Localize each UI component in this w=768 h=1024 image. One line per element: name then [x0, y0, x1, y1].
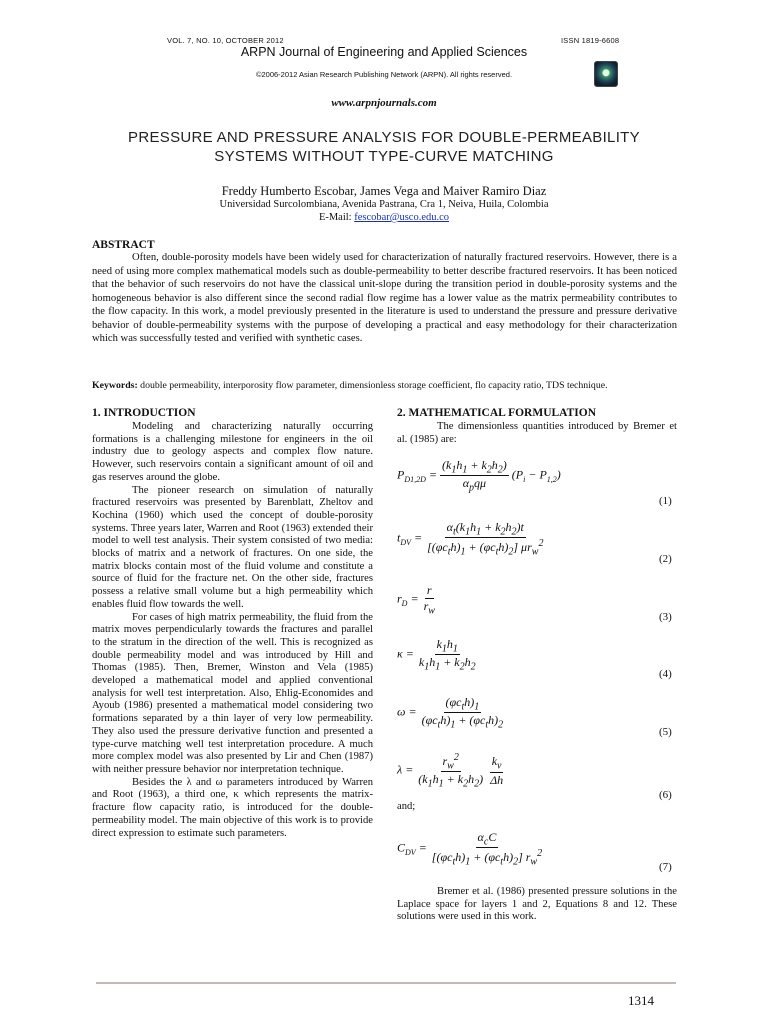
equation-number: (7)	[659, 861, 672, 873]
title-line: SYSTEMS WITHOUT TYPE-CURVE MATCHING	[214, 148, 554, 165]
abstract-text: Often, double-porosity models have been widely used for characterization of naturally fractured reservoirs. However, there is a need of using more complex mathematical models such as double-permeability to better describe fractured reservoirs. It has been noticed that the behavior of such reservoirs do not have the classical unit-slope during the transition period in double-porosity systems and the homogeneous behavior is also different since the second radial flow regime has a lower value as the matrix permeability contributes to the flow capacity. In this work, a model previously presented in the literature is used to understand the pressure and pressure derivative behavior of double-permeability systems with the purpose of developing a practical and easy methodology for their characterization which was successfully tested and verified with synthetic cases.	[92, 252, 677, 344]
journal-name: ARPN Journal of Engineering and Applied Sciences	[240, 45, 528, 59]
keywords	[92, 380, 682, 391]
math-heading: 2. MATHEMATICAL FORMULATION	[397, 407, 597, 419]
equation-7: $C_{DV}$ = $\frac{\alpha_cC}{[(\varphi c_th)_1 + (\varphi c_th)_2] r_w^2}$	[397, 830, 543, 868]
intro-body	[92, 421, 373, 840]
page-number: 1314	[628, 993, 654, 1008]
equation-2: $t_{DV}$ = $\frac{\alpha_t(k_1h_1 + k_2h_2)t}{[(\varphi c_th)_1 + (\varphi c_th)_2] \mu r_w^2}$	[397, 520, 544, 558]
math-closing	[397, 886, 677, 924]
copyright: ©2006-2012 Asian Research Publishing Network (ARPN). All rights reserved.	[255, 70, 513, 79]
math-intro	[397, 421, 677, 446]
equation-number: (1)	[659, 495, 672, 507]
keywords-label: Keywords:	[92, 380, 138, 391]
equation-6: λ = $\frac{r_w^2}{(k_1h_1 + k_2h_2)}$ $\frac{k_v}{\Delta h}$	[397, 752, 504, 790]
equation-number: (5)	[659, 726, 672, 738]
equation-1: $P_{D1,2D}$ = $\frac{(k_1h_1 + k_2h_2)}{\alpha_pq\mu}$ $(P_i - P_{1,2})$	[397, 458, 561, 494]
email-label: E-Mail:	[318, 212, 352, 223]
equation-number: (4)	[659, 668, 672, 680]
email-line	[0, 212, 768, 223]
affiliation: Universidad Surcolombiana, Avenida Pastrana, Cra 1, Neiva, Huila, Colombia	[219, 199, 549, 210]
keywords-text: double permeability, interporosity flow parameter, dimensionless storage coefficient, flo capacity ratio, TDS technique.	[137, 380, 608, 391]
intro-paragraph: The pioneer research on simulation of naturally fractured reservoirs was presented by Barenblatt, Zheltov and Kochina (1960) which used the concept of double-porosity systems. Three years later, Warren and Root (1963) extended their model to well test analysis. Their system consisted of two media: blocks of matrix and a network of fractures. On one side, the matrix blocks contain most of the fluid volume and constitute a source of fluid for the fracture net. On the other side, fractures possess a relative small volume but a high permeability which enables fluid flow towards the well.	[92, 484, 373, 610]
equation-3: $r_D$ = $\frac{r}{r_w}$	[397, 583, 435, 617]
intro-paragraph: Modeling and characterizing naturally occurring formations is a challenging milestone for engineers in the oil industry due to geology aspects and complex flow nature. However, such reservoirs contain a significant amount of oil and gas reserves around the globe.	[92, 421, 373, 483]
intro-paragraph: For cases of high matrix permeability, the fluid from the matrix moves perpendicularly towards the fractures and parallel to the stratum in the direction of the well. This is recognized as double permeability model and was introduced by Hill and Thomas (1985). Then, Bremer, Winston and Vela (1985) developed a mathematical model and applied conventional analysis for well test interpretation. Also, Ehlig-Economides and Ayoub (1986) presented a mathematical model considering two formations separated by a thin layer of very low permeability. They also used the pressure derivative function and presented a type-curve matching well test interpretation procedure. A much more complex model was also presented by Lir and Chen (1987) with neither pressure behavior nor interpretation technique.	[92, 611, 373, 775]
equation-4: κ = $\frac{k_1h_1}{k_1h_1 + k_2h_2}$	[397, 637, 476, 673]
arpn-logo-icon	[594, 61, 618, 87]
equation-number: (3)	[659, 611, 672, 623]
math-intro-text: The dimensionless quantities introduced by Bremer et al. (1985) are:	[397, 421, 677, 445]
equation-number: (2)	[659, 553, 672, 565]
intro-heading: 1. INTRODUCTION	[92, 407, 196, 419]
email-link[interactable]: fescobar@usco.edu.co	[354, 212, 450, 223]
footer-rule	[96, 982, 676, 984]
intro-paragraph: Besides the λ and ω parameters introduced by Warren and Root (1963), a third one, κ which represents the matrix-fracture flow capacity ratio, is introduced for the double-permeability model. The main objective of this work is to provide direct expression to estimate such parameters.	[92, 776, 373, 839]
equation-5: ω = $\frac{(\varphi c_th)_1}{(\varphi c_th)_1 + (\varphi c_th)_2}$	[397, 695, 504, 731]
volume-info: VOL. 7, NO. 10, OCTOBER 2012	[167, 36, 284, 45]
authors: Freddy Humberto Escobar, James Vega and Maiver Ramiro Diaz	[221, 184, 547, 198]
journal-url[interactable]: www.arpnjournals.com	[331, 97, 437, 109]
title-line: PRESSURE AND PRESSURE ANALYSIS FOR DOUBLE-PERMEABILITY	[128, 129, 640, 146]
paper-title	[0, 128, 768, 166]
abstract-heading: ABSTRACT	[92, 239, 155, 251]
equation-number: (6)	[659, 789, 672, 801]
issn: ISSN 1819-6608	[561, 36, 620, 45]
math-closing-text: Bremer et al. (1986) presented pressure solutions in the Laplace space for layers 1 and 2, Equations 8 and 12. These solutions were used in this work.	[397, 886, 677, 923]
and-text: and;	[397, 801, 416, 812]
